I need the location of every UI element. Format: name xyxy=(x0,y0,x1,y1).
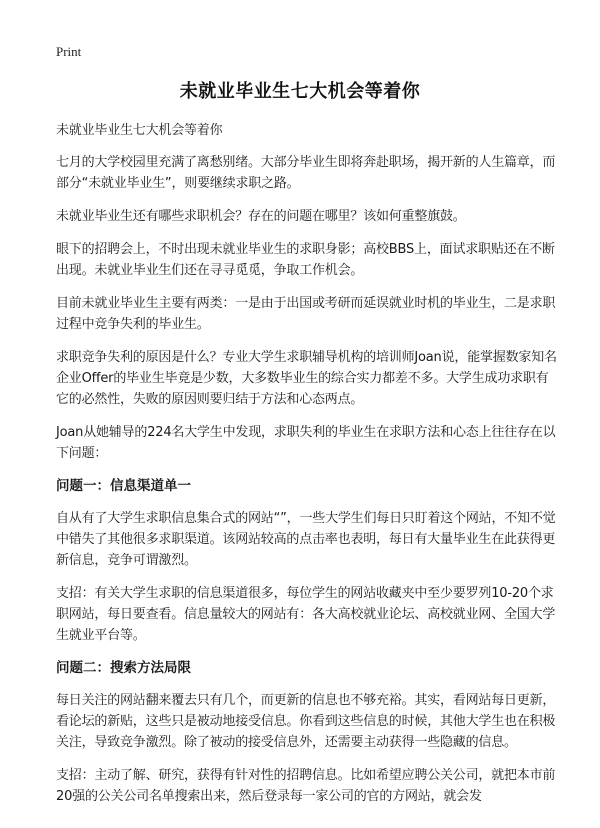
paragraph: 自从有了大学生求职信息集合式的网站“”，一些大学生们每日只盯着这个网站，不知不觉中错失了其他很多求职渠道。该网站较高的点击率也表明，每日有大量毕业生在此获得更新信息，竞争可谓激烈。 xyxy=(56,511,556,568)
paragraph: 眼下的招聘会上，不时出现未就业毕业生的求职身影；高校BBS上，面试求职贴还在不断出现。未就业毕业生们还在寻寻觅觅，争取工作机会。 xyxy=(56,242,555,278)
article-subtitle: 未就业毕业生七大机会等着你 xyxy=(56,123,223,138)
paragraph: 目前未就业毕业生主要有两类：一是由于出国或考研而延误就业时机的毕业生，二是求职过程中竞争失利的毕业生。 xyxy=(56,296,556,332)
article-body xyxy=(56,120,560,819)
section-heading: 问题一：信息渠道单一 xyxy=(56,478,191,494)
paragraph: 七月的大学校园里充满了离愁别绪。大部分毕业生即将奔赴职场，揭开新的人生篇章，而部分“未就业毕业生”，则要继续求职之路。 xyxy=(56,155,556,191)
paragraph: 支招：有关大学生求职的信息渠道很多，每位学生的网站收藏夹中至少要罗列10-20个求职网站，每日要查看。信息量较大的网站有：各大高校就业论坛、高校就业网、全国大学生就业平台等。 xyxy=(56,586,556,643)
paragraph: 支招：主动了解、研究，获得有针对性的招聘信息。比如希望应聘公关公司，就把本市前20强的公关公司名单搜索出来，然后登录每一家公司的官的方网站，就会发 xyxy=(56,768,556,804)
paragraph: 每日关注的网站翻来覆去只有几个，而更新的信息也不够充裕。其实，看网站每日更新，看论坛的新贴，这些只是被动地接受信息。你看到这些信息的时候，其他大学生也在积极关注，导致竞争激烈。除了被动的接受信息外，还需要主动获得一些隐藏的信息。 xyxy=(56,693,556,750)
section-heading: 问题二：搜索方法局限 xyxy=(56,660,191,676)
article-title: 未就业毕业生七大机会等着你 xyxy=(179,81,421,102)
print-link[interactable]: Print xyxy=(56,44,82,59)
paragraph: Joan从她辅导的224名大学生中发现，求职失利的毕业生在求职方法和心态上往往存在以下问题： xyxy=(56,425,556,461)
paragraph: 求职竞争失利的原因是什么？专业大学生求职辅导机构的培训师Joan说，能掌握数家知名企业Offer的毕业生毕竟是少数，大多数毕业生的综合实力都差不多。大学生成功求职有它的必然性，失败的原因则要归结于方法和心态两点。 xyxy=(56,350,557,407)
paragraph: 未就业毕业生还有哪些求职机会？存在的问题在哪里？该如何重整旗鼓。 xyxy=(56,209,466,224)
